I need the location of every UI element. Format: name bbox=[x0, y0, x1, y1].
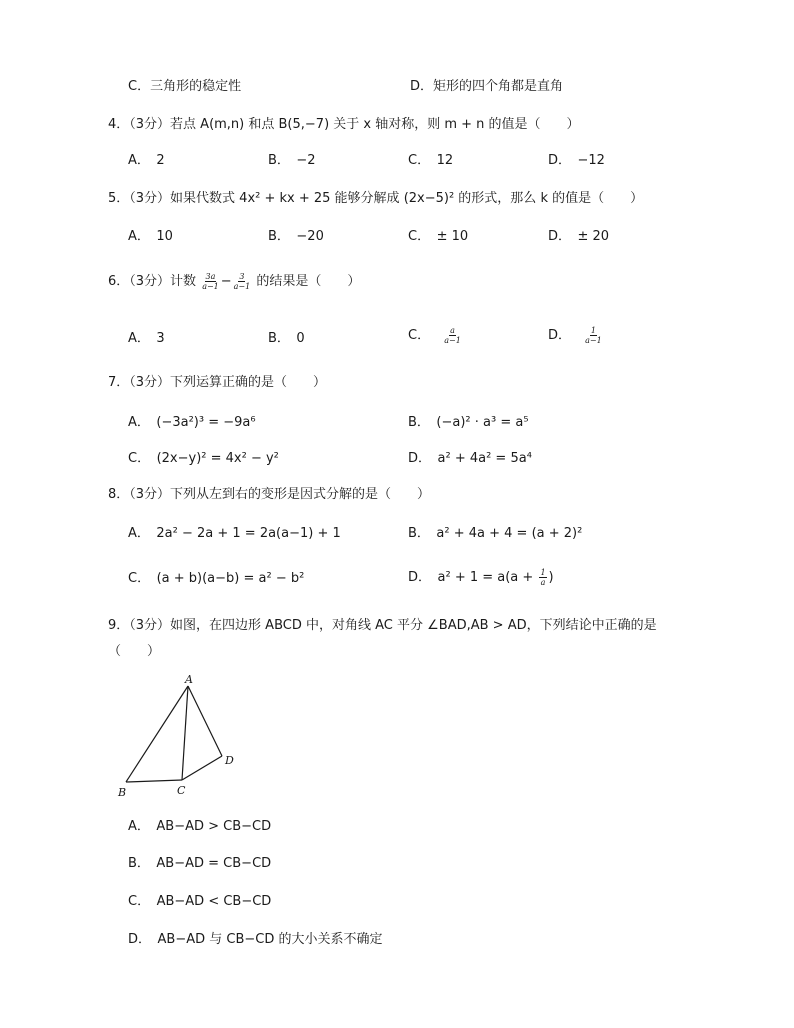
quadrilateral-figure bbox=[110, 672, 250, 802]
q7-option-b: B． (−a)² · a³ = a⁵ bbox=[408, 415, 529, 430]
q6-minus: − bbox=[220, 274, 232, 289]
q6-stem-suffix: 的结果是（ ） bbox=[256, 274, 361, 289]
q9-option-d: D． AB−AD 与 CB−CD 的大小关系不确定 bbox=[128, 932, 383, 947]
q8-option-a: A． 2a² − 2a + 1 = 2a(a−1) + 1 bbox=[128, 526, 341, 541]
question-9-stem-cont: （ ） bbox=[108, 644, 161, 659]
q6-option-b: B． 0 bbox=[268, 331, 305, 346]
q4-option-c: C． 12 bbox=[408, 153, 454, 168]
q4-option-d: D． −12 bbox=[548, 153, 605, 168]
vertex-a-label: A bbox=[185, 673, 193, 686]
q9-option-a: A． AB−AD > CB−CD bbox=[128, 819, 272, 834]
question-8-stem: 8．（3分）下列从左到右的变形是因式分解的是（ ） bbox=[108, 487, 431, 502]
q7-option-a: A． (−3a²)³ = −9a⁶ bbox=[128, 415, 256, 430]
q9-option-c: C． AB−AD < CB−CD bbox=[128, 894, 272, 909]
q6-fraction-2: $\frac{3}{a-1}$ bbox=[233, 272, 251, 291]
vertex-d-label: D bbox=[225, 754, 234, 767]
q6-option-d: D． $\frac{1}{a-1}$ bbox=[548, 326, 602, 345]
option-c: C．三角形的稳定性 bbox=[128, 79, 242, 94]
question-9-stem: 9．（3分）如图，在四边形 ABCD 中，对角线 AC 平分 ∠BAD,AB > AD，下列结论中正确的是 bbox=[108, 618, 657, 633]
segment-ad bbox=[188, 686, 222, 756]
q5-option-d: D． ± 20 bbox=[548, 229, 610, 244]
segment-bc bbox=[126, 780, 182, 782]
q5-option-b: B． −20 bbox=[268, 229, 324, 244]
q7-option-c: C． (2x−y)² = 4x² − y² bbox=[128, 451, 279, 466]
q6-option-d-fraction: $\frac{1}{a-1}$ bbox=[585, 326, 602, 345]
question-4-stem: 4．（3分）若点 A(m,n) 和点 B(5,−7) 关于 x 轴对称，则 m + n 的值是（ ） bbox=[108, 117, 580, 132]
q5-option-c: C． ± 10 bbox=[408, 229, 469, 244]
q4-option-a: A． 2 bbox=[128, 153, 165, 168]
q6-fraction-1: $\frac{3a}{a-1}$ bbox=[202, 272, 219, 291]
vertex-b-label: B bbox=[118, 786, 127, 799]
q8-option-d-fraction: $\frac{1}{a}$ bbox=[540, 568, 546, 587]
question-7-stem: 7．（3分）下列运算正确的是（ ） bbox=[108, 375, 327, 390]
q4-option-b: B． −2 bbox=[268, 153, 316, 168]
vertex-c-label: C bbox=[177, 784, 186, 797]
segment-ab bbox=[126, 686, 188, 782]
q7-option-d: D． a² + 4a² = 5a⁴ bbox=[408, 451, 532, 466]
q8-option-d: D． a² + 1 = a(a + $\frac{1}{a}$ ) bbox=[408, 568, 554, 587]
q6-stem-prefix: 6．（3分）计数 bbox=[108, 274, 197, 289]
question-6-stem bbox=[108, 272, 360, 291]
option-d: D．矩形的四个角都是直角 bbox=[410, 79, 564, 94]
q6-option-c: C． $\frac{a}{a-1}$ bbox=[408, 326, 461, 345]
q6-option-c-fraction: $\frac{a}{a-1}$ bbox=[444, 326, 461, 345]
q9-option-b: B． AB−AD = CB−CD bbox=[128, 856, 272, 871]
question-5-stem: 5．（3分）如果代数式 4x² + kx + 25 能够分解成 (2x−5)² 的形式，那么 k 的值是（ ） bbox=[108, 191, 644, 206]
q5-option-a: A． 10 bbox=[128, 229, 173, 244]
q6-option-a: A． 3 bbox=[128, 331, 165, 346]
segment-ac bbox=[182, 686, 188, 780]
q8-option-b: B． a² + 4a + 4 = (a + 2)² bbox=[408, 526, 583, 541]
q8-option-c: C． (a + b)(a−b) = a² − b² bbox=[128, 571, 305, 586]
segment-cd bbox=[182, 756, 222, 780]
